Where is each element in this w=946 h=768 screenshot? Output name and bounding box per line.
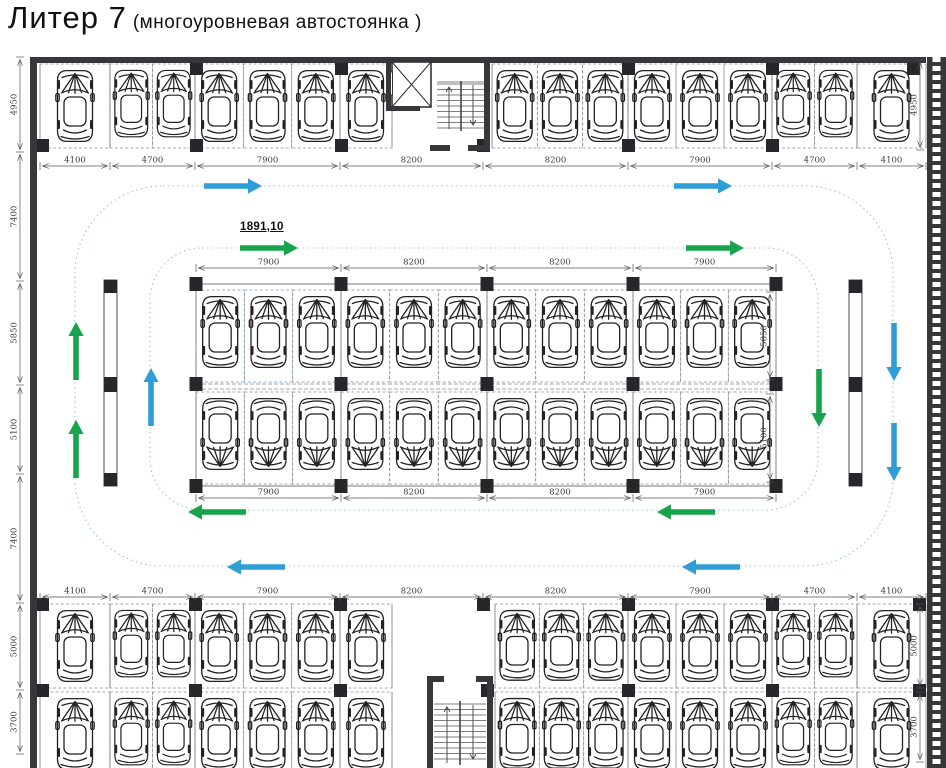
column	[37, 684, 49, 697]
core-wall	[430, 145, 450, 151]
dimension-label: 5850	[9, 322, 20, 344]
dimension-label: 4100	[64, 586, 86, 597]
title-subtitle: (многоуровневая автостоянка )	[132, 12, 422, 33]
column	[627, 377, 640, 391]
dimension-label: 4100	[64, 155, 86, 166]
column	[770, 479, 783, 493]
dimension-label: 8200	[403, 257, 425, 268]
dimension-label: 4700	[803, 155, 826, 166]
column	[622, 598, 635, 611]
car-icon	[587, 611, 625, 681]
dimension-label: 7900	[257, 487, 280, 498]
car-icon	[156, 70, 192, 136]
core-wall	[427, 676, 444, 682]
dimension-label: 7900	[689, 155, 711, 166]
car-icon	[498, 611, 536, 681]
car-icon	[633, 611, 671, 682]
car-icon	[495, 71, 533, 142]
column	[766, 598, 779, 611]
column	[334, 684, 347, 697]
column	[104, 280, 117, 293]
car-icon	[586, 71, 624, 142]
column	[104, 473, 117, 486]
dimension-label: 4100	[880, 155, 903, 166]
car-icon	[589, 297, 627, 368]
dimension-label: 8200	[549, 257, 571, 268]
car-icon	[200, 611, 238, 682]
car-icon	[638, 297, 676, 368]
area-value-label: 1891,10	[240, 221, 284, 233]
column	[37, 598, 49, 611]
dimension-label: 5100	[9, 418, 20, 441]
blue-right-arrow-icon	[204, 178, 262, 193]
car-icon	[347, 71, 385, 142]
left-wall	[30, 57, 37, 768]
column	[37, 139, 49, 152]
column	[189, 684, 202, 697]
car-icon	[297, 71, 335, 142]
car-icon	[729, 699, 767, 768]
column	[335, 63, 348, 75]
core-wall	[468, 145, 490, 151]
column	[622, 684, 635, 697]
car-icon	[248, 611, 286, 682]
car-icon	[56, 71, 94, 142]
dimension-label: 5850	[759, 325, 770, 347]
column	[190, 63, 203, 75]
green-down-arrow-icon	[811, 369, 826, 427]
car-icon	[818, 698, 854, 764]
column	[622, 139, 635, 152]
column	[766, 684, 779, 697]
green-right-arrow-icon	[240, 240, 298, 255]
dimension-label: 4950	[9, 93, 20, 116]
green-left-arrow-icon	[188, 504, 246, 519]
dimension-label: 7900	[689, 586, 711, 597]
column	[477, 598, 490, 611]
blue-left-arrow-icon	[682, 559, 740, 574]
structural-columns	[37, 63, 926, 697]
column	[849, 473, 862, 486]
column	[907, 63, 920, 75]
column	[481, 479, 494, 493]
car-icon	[443, 399, 481, 470]
car-icon	[395, 297, 433, 368]
dimension-label: 8200	[400, 586, 423, 597]
column	[766, 63, 779, 75]
staircase-top	[437, 81, 485, 131]
car-icon	[249, 297, 287, 368]
car-icon	[685, 297, 723, 368]
blue-right-arrow-icon	[674, 178, 732, 193]
dimension-label: 8200	[549, 487, 571, 498]
column	[335, 277, 348, 291]
green-up-arrow-icon	[68, 322, 83, 380]
car-icon	[443, 297, 481, 368]
dimension-label: 7900	[693, 487, 716, 498]
blue-down-arrow-icon	[886, 423, 901, 481]
column	[335, 139, 348, 152]
column	[849, 377, 862, 392]
column	[190, 479, 203, 493]
car-icon	[729, 71, 767, 142]
column	[189, 598, 202, 611]
car-icon	[113, 610, 149, 676]
column	[627, 277, 640, 291]
column	[481, 377, 494, 391]
car-icon	[346, 399, 384, 470]
column	[190, 139, 203, 152]
dimension-label: 5000	[9, 635, 20, 658]
core-wall	[386, 57, 391, 111]
column	[770, 377, 783, 391]
car-icon	[113, 698, 149, 764]
car-icon	[498, 699, 536, 768]
column	[913, 598, 926, 611]
dimension-label: 8200	[400, 155, 423, 166]
dimension-label: 5000	[909, 635, 920, 657]
car-icon	[248, 71, 286, 142]
car-icon	[729, 611, 767, 682]
column	[190, 277, 203, 291]
column	[770, 277, 783, 291]
car-icon	[298, 297, 336, 368]
car-icon	[633, 71, 671, 142]
dimension-label: 7900	[257, 257, 280, 268]
car-icon	[638, 399, 676, 470]
dimension-label: 4700	[141, 586, 164, 597]
blue-up-arrow-icon	[143, 368, 158, 426]
dimension-label: 3700	[9, 711, 20, 733]
car-icon	[681, 611, 719, 682]
car-icon	[56, 611, 94, 682]
dimension-label: 4700	[803, 586, 826, 597]
core-wall	[487, 676, 493, 768]
car-icon	[297, 699, 335, 768]
car-icon	[347, 699, 385, 768]
car-icon	[201, 297, 239, 368]
dimension-lines	[10, 57, 927, 762]
car-icon	[872, 699, 910, 768]
car-icon	[872, 71, 910, 142]
car-icon	[297, 611, 335, 682]
car-icon	[872, 611, 910, 682]
car-icon	[681, 699, 719, 768]
car-icon	[347, 611, 385, 682]
dimension-label: 7400	[9, 527, 20, 550]
core-wall	[427, 676, 433, 768]
car-icon	[543, 699, 581, 768]
column	[849, 280, 862, 293]
column	[481, 277, 494, 291]
top-wall	[30, 57, 926, 63]
column	[104, 377, 117, 392]
car-icon	[200, 71, 238, 142]
car-icon	[541, 71, 579, 142]
green-up-arrow-icon	[68, 420, 83, 478]
car-icon	[587, 699, 625, 768]
car-icon	[775, 698, 811, 764]
dimension-label: 5100	[759, 427, 770, 449]
staircase-bottom	[434, 701, 486, 765]
dimension-label: 7900	[256, 155, 279, 166]
core-wall	[386, 106, 420, 111]
dimension-label: 8200	[403, 487, 425, 498]
column	[334, 598, 347, 611]
car-icon	[685, 399, 723, 470]
elevator-shaft	[388, 62, 431, 107]
car-icon	[346, 297, 384, 368]
car-icon	[818, 70, 854, 136]
car-icon	[633, 699, 671, 768]
column	[913, 684, 926, 697]
dimension-label: 4700	[141, 155, 164, 166]
car-icon	[775, 610, 811, 676]
car-icon	[492, 297, 530, 368]
column	[335, 377, 348, 391]
dimension-label: 4100	[880, 586, 903, 597]
column	[335, 479, 348, 493]
dimension-label: 4950	[909, 94, 920, 116]
dimension-label: 3700	[909, 716, 920, 738]
blue-down-arrow-icon	[886, 323, 901, 381]
car-icon	[156, 610, 192, 676]
car-icon	[56, 699, 94, 768]
dimension-label: 8200	[544, 155, 567, 166]
car-icon	[541, 297, 579, 368]
car-icon	[201, 399, 239, 470]
column	[190, 377, 203, 391]
title-main: Литер 7	[8, 0, 127, 35]
car-icon	[395, 399, 433, 470]
car-icon	[249, 399, 287, 470]
dimension-label: 8200	[544, 586, 567, 597]
dimension-label: 7900	[693, 257, 716, 268]
column	[627, 479, 640, 493]
dimension-label: 7400	[9, 205, 20, 228]
car-icon	[298, 399, 336, 470]
car-icon	[681, 71, 719, 142]
core-wall	[476, 676, 493, 682]
car-icon	[775, 70, 811, 136]
car-icon	[541, 399, 579, 470]
dimension-label: 7900	[256, 586, 279, 597]
column	[622, 63, 635, 75]
car-icon	[492, 399, 530, 470]
direction-arrows	[68, 178, 901, 574]
car-icon	[248, 699, 286, 768]
car-icon	[113, 70, 149, 136]
blue-left-arrow-icon	[227, 559, 285, 574]
car-icon	[818, 610, 854, 676]
green-left-arrow-icon	[657, 504, 715, 519]
car-icon	[543, 611, 581, 681]
column	[766, 139, 779, 152]
car-icon	[589, 399, 627, 470]
green-right-arrow-icon	[686, 240, 744, 255]
car-icon	[200, 699, 238, 768]
car-icon	[156, 698, 192, 764]
core-wall	[484, 57, 490, 149]
